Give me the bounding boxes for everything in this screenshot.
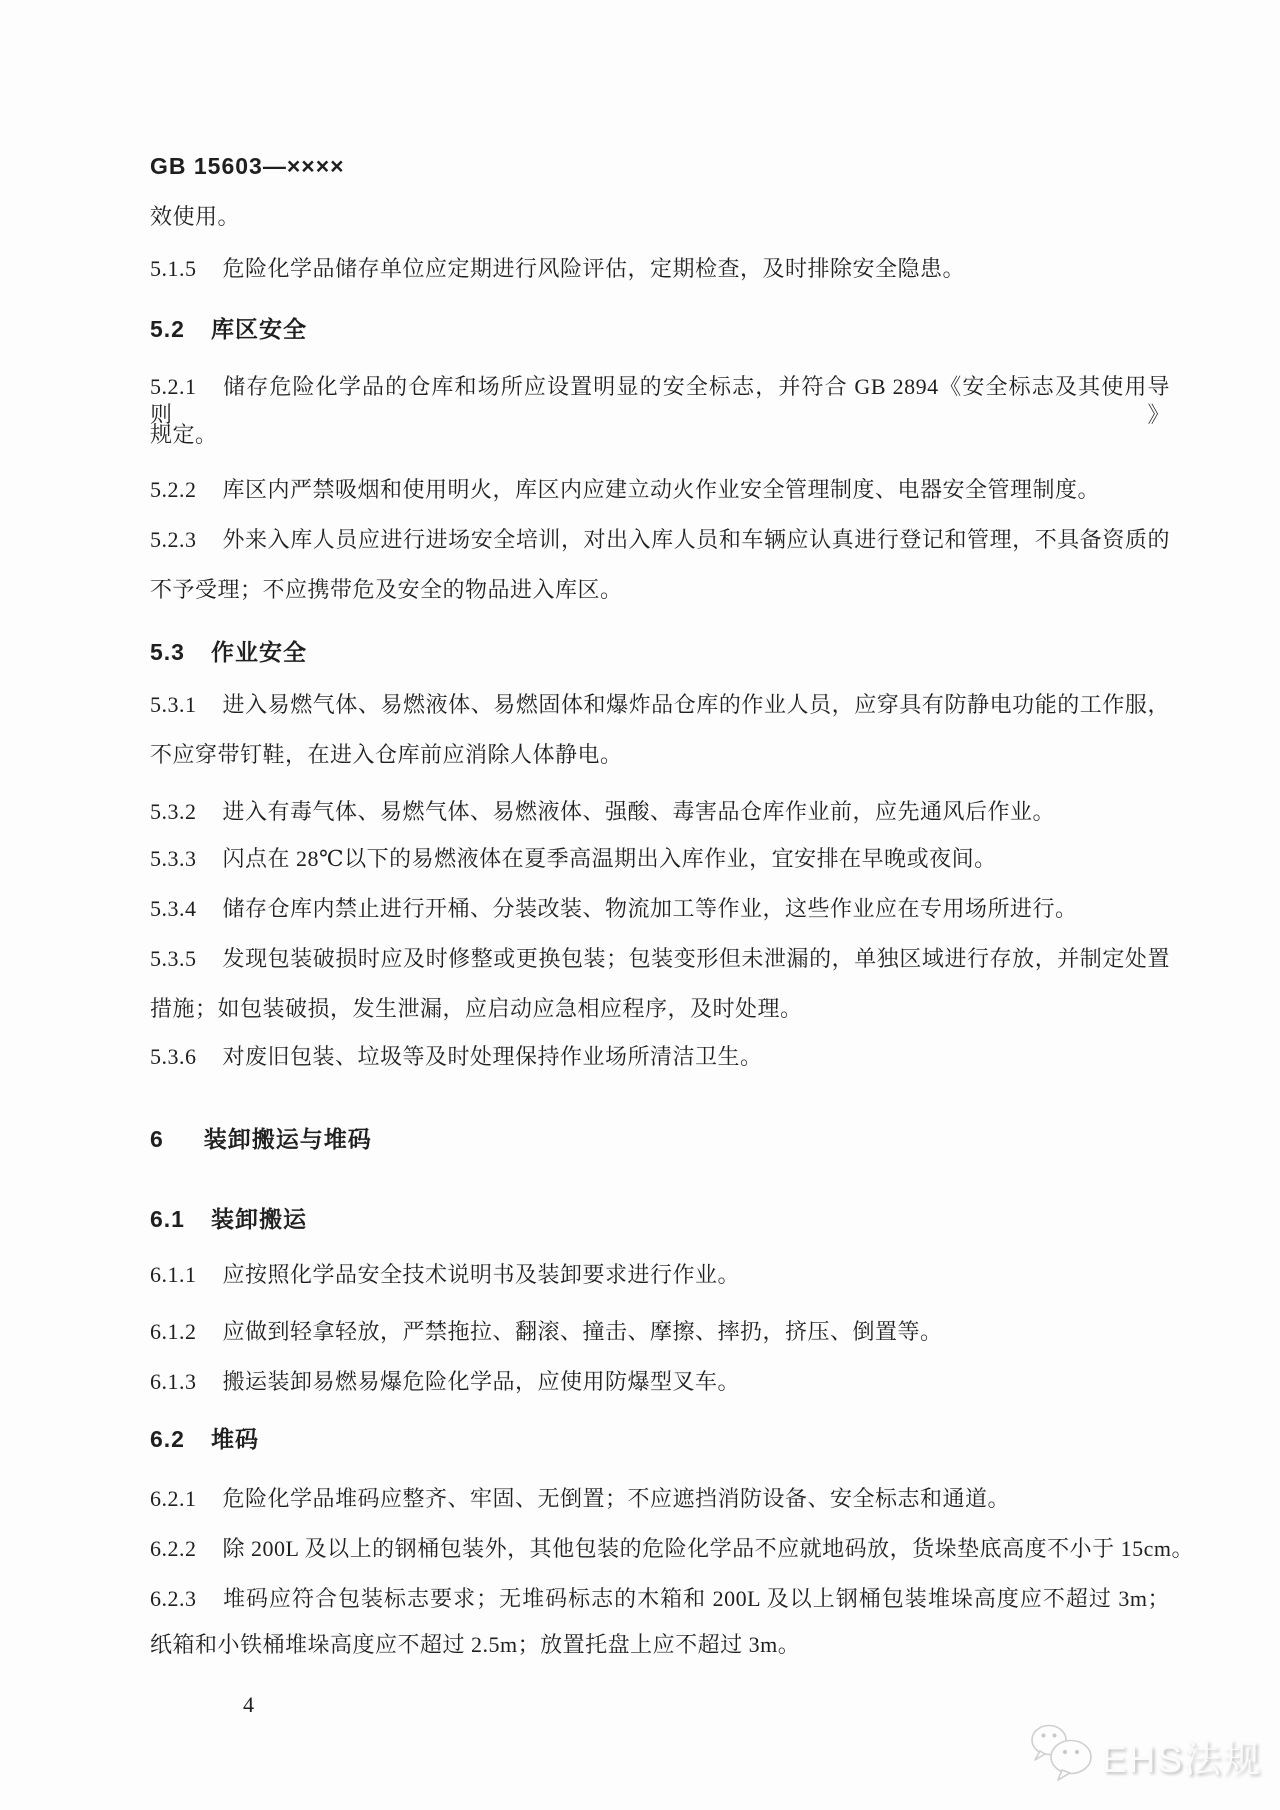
clause-text: 搬运装卸易燃易爆危险化学品，应使用防爆型叉车。 (222, 1369, 741, 1394)
clause-5-2-3-continuation (150, 576, 1170, 604)
clause-number: 6.2.1 (150, 1486, 197, 1511)
clause-text: 危险化学品堆码应整齐、牢固、无倒置；不应遮挡消防设备、安全标志和通道。 (222, 1486, 1011, 1511)
heading-number: 6 (150, 1126, 164, 1152)
clause-number: 5.3.4 (150, 896, 197, 921)
clause-number: 5.3.5 (150, 946, 197, 971)
clause-number: 5.3.3 (150, 846, 197, 871)
clause-5-1-5 (150, 255, 1170, 283)
clause-6-2-2 (150, 1535, 1195, 1563)
heading-number: 5.2 (150, 316, 185, 342)
clause-number: 6.1.1 (150, 1262, 197, 1287)
clause-6-2-1 (150, 1485, 1170, 1513)
clause-5-3-3 (150, 845, 1170, 873)
clause-5-3-5-continuation (150, 995, 1170, 1023)
clause-text: 进入易燃气体、易燃液体、易燃固体和爆炸品仓库的作业人员，应穿具有防静电功能的工作服， (222, 692, 1170, 717)
paragraph-text: 效使用。 (150, 204, 241, 229)
watermark-label: EHS法规 (1101, 1738, 1262, 1780)
clause-text: 危险化学品储存单位应定期进行风险评估，定期检查，及时排除安全隐患。 (222, 256, 966, 281)
clause-number: 5.1.5 (150, 256, 197, 281)
clause-number: 5.3.1 (150, 692, 197, 717)
paragraph-continuation (150, 203, 1170, 231)
heading-text: 库区安全 (210, 316, 307, 342)
heading-number: 5.3 (150, 639, 185, 665)
heading-5-2 (150, 315, 1170, 343)
clause-text: 外来入库人员应进行进场安全培训，对出入库人员和车辆应认真进行登记和管理，不具备资质的 (222, 527, 1170, 552)
clause-6-1-1 (150, 1261, 1170, 1289)
clause-6-2-3-continuation (150, 1631, 1170, 1659)
heading-5-3 (150, 638, 1170, 666)
clause-text: 发现包装破损时应及时修整或更换包装；包装变形但未泄漏的，单独区域进行存放，并制定处置 (222, 946, 1170, 971)
clause-number: 6.1.3 (150, 1369, 197, 1394)
heading-text: 装卸搬运与堆码 (203, 1126, 372, 1152)
clause-5-3-4 (150, 895, 1170, 923)
clause-5-3-2 (150, 798, 1170, 826)
clause-number: 6.2.2 (150, 1536, 197, 1561)
clause-text: 储存危险化学品的仓库和场所应设置明显的安全标志，并符合 GB 2894《安全标志及其使用导则》 (150, 374, 1170, 427)
heading-6-2 (150, 1425, 1170, 1453)
clause-text: 不应穿带钉鞋，在进入仓库前应消除人体静电。 (150, 742, 623, 767)
clause-5-2-2 (150, 476, 1170, 504)
heading-6 (150, 1125, 1170, 1153)
clause-text: 措施；如包装破损，发生泄漏，应启动应急相应程序，及时处理。 (150, 996, 803, 1021)
heading-number: 6.2 (150, 1426, 185, 1452)
clause-text: 堆码应符合包装标志要求；无堆码标志的木箱和 200L 及以上钢桶包装堆垛高度应不超过 3m； (222, 1586, 1170, 1611)
clause-text: 储存仓库内禁止进行开桶、分装改装、物流加工等作业，这些作业应在专用场所进行。 (222, 896, 1078, 921)
clause-text: 对废旧包装、垃圾等及时处理保持作业场所清洁卫生。 (222, 1044, 763, 1069)
clause-5-2-1-continuation (150, 421, 1170, 449)
heading-text: 装卸搬运 (210, 1206, 307, 1232)
heading-text: 作业安全 (210, 639, 307, 665)
clause-text: 规定。 (150, 422, 218, 447)
page-number: 4 (243, 1692, 254, 1717)
clause-text: 纸箱和小铁桶堆垛高度应不超过 2.5m；放置托盘上应不超过 3m。 (150, 1632, 801, 1657)
clause-number: 5.3.2 (150, 799, 197, 824)
clause-number: 5.2.3 (150, 527, 197, 552)
clause-number: 6.2.3 (150, 1586, 197, 1611)
clause-text: 应做到轻拿轻放，严禁拖拉、翻滚、撞击、摩擦、摔扔，挤压、倒置等。 (222, 1319, 943, 1344)
doc-number: GB 15603—×××× (150, 153, 345, 179)
clause-6-2-3 (150, 1585, 1170, 1613)
clause-5-3-1 (150, 691, 1170, 719)
clause-number: 5.3.6 (150, 1044, 197, 1069)
clause-text: 库区内严禁吸烟和使用明火，库区内应建立动火作业安全管理制度、电器安全管理制度。 (222, 477, 1101, 502)
clause-number: 5.2.1 (150, 374, 197, 399)
heading-6-1 (150, 1205, 1170, 1233)
clause-5-2-3 (150, 526, 1170, 554)
clause-number: 6.1.2 (150, 1319, 197, 1344)
heading-text: 堆码 (210, 1426, 259, 1452)
wechat-icon (1028, 1722, 1096, 1789)
clause-text: 应按照化学品安全技术说明书及装卸要求进行作业。 (222, 1262, 741, 1287)
clause-6-1-2 (150, 1318, 1170, 1346)
clause-5-3-6 (150, 1043, 1170, 1071)
clause-6-1-3 (150, 1368, 1170, 1396)
clause-text: 不予受理；不应携带危及安全的物品进入库区。 (150, 577, 623, 602)
heading-number: 6.1 (150, 1206, 185, 1232)
clause-text: 除 200L 及以上的钢桶包装外，其他包装的危险化学品不应就地码放，货垛垫底高度不小于 15cm。 (222, 1536, 1195, 1561)
clause-text: 进入有毒气体、易燃气体、易燃液体、强酸、毒害品仓库作业前，应先通风后作业。 (222, 799, 1056, 824)
clause-5-3-5 (150, 945, 1170, 973)
watermark (1028, 1722, 1262, 1789)
clause-text: 闪点在 28℃以下的易燃液体在夏季高温期出入库作业，宜安排在早晚或夜间。 (222, 846, 997, 871)
clause-5-3-1-continuation (150, 741, 1170, 769)
clause-number: 5.2.2 (150, 477, 197, 502)
